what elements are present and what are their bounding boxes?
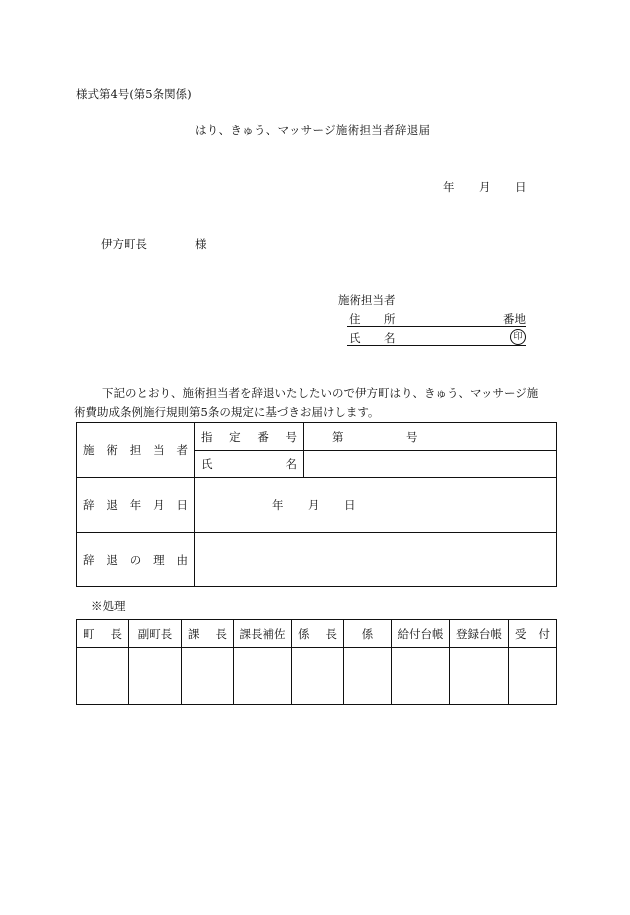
proc-header-deputy-mayor: 副町長 [129,620,182,648]
reason-label: 辞 退 の 理 由 [83,552,188,567]
withdraw-month: 月 [308,498,320,512]
proc-header-benefit-ledger: 給付台帳 [392,620,450,648]
practitioner-label-cell [77,423,195,478]
proc-stamp-staff[interactable] [344,648,392,705]
withdraw-day: 日 [344,498,356,512]
address-suffix: 番地 [503,312,526,326]
practitioner-name-field[interactable] [304,451,557,478]
designation-number-field[interactable] [304,423,557,451]
proc-header-staff: 係 [344,620,392,648]
designation-label-cell [195,423,304,451]
reason-field[interactable] [195,533,557,587]
processing-label: ※処理 [91,599,126,613]
proc-header-subsection-chief: 係 長 [292,620,344,648]
practitioner-name-label-cell [195,451,304,478]
name-label-b: 名 [384,331,396,345]
body-line-2: 術費助成条例施行規則第5条の規定に基づきお届けします。 [74,405,380,419]
applicant-address-field[interactable] [347,311,526,327]
withdraw-date-field[interactable] [195,478,557,533]
seal-mark: 印 [510,329,526,345]
addressee-honorific: 様 [195,237,207,251]
proc-stamp-benefit-ledger[interactable] [392,648,450,705]
date-month-label: 月 [479,180,491,194]
body-statement [74,384,560,422]
proc-stamp-registration-ledger[interactable] [450,648,509,705]
proc-stamp-mayor[interactable] [77,648,129,705]
date-year-label: 年 [443,180,455,194]
processing-table [76,619,557,705]
applicant-heading: 施術担当者 [338,293,396,307]
body-line-1: 下記のとおり、施術担当者を辞退いたしたいので伊方町はり、きゅう、マッサージ施 [102,386,539,400]
proc-header-assistant-chief: 課長補佐 [234,620,292,648]
reason-label-cell [77,533,195,587]
proc-stamp-subsection-chief[interactable] [292,648,344,705]
designation-prefix: 第 [332,429,344,444]
document-title: はり、きゅう、マッサージ施術担当者辞退届 [195,123,431,137]
practitioner-label: 施 術 担 当 者 [83,443,188,457]
proc-stamp-assistant-chief[interactable] [234,648,292,705]
withdraw-date-label-cell [77,478,195,533]
practitioner-name-label: 氏 名 [201,457,297,471]
designation-suffix: 号 [406,429,418,444]
proc-header-mayor: 町 長 [77,620,129,648]
name-label-a: 氏 [349,331,361,345]
form-number: 様式第4号(第5条関係) [76,87,192,101]
practitioner-table [76,422,557,587]
proc-header-registration-ledger: 登録台帳 [450,620,509,648]
addressee-mayor: 伊方町長 [101,237,147,251]
proc-stamp-section-chief[interactable] [182,648,234,705]
proc-stamp-reception[interactable] [509,648,557,705]
addressee [101,236,207,252]
proc-header-reception: 受 付 [509,620,557,648]
withdraw-year: 年 [272,498,284,512]
designation-label: 指 定 番 号 [201,429,297,444]
address-label-a: 住 [349,312,361,326]
address-label-b: 所 [384,312,396,326]
proc-header-section-chief: 課 長 [182,620,234,648]
date-day-label: 日 [515,180,527,194]
proc-stamp-deputy-mayor[interactable] [129,648,182,705]
applicant-name-field[interactable] [347,330,526,346]
withdraw-date-label: 辞 退 年 月 日 [83,498,188,512]
submission-date [443,179,527,195]
